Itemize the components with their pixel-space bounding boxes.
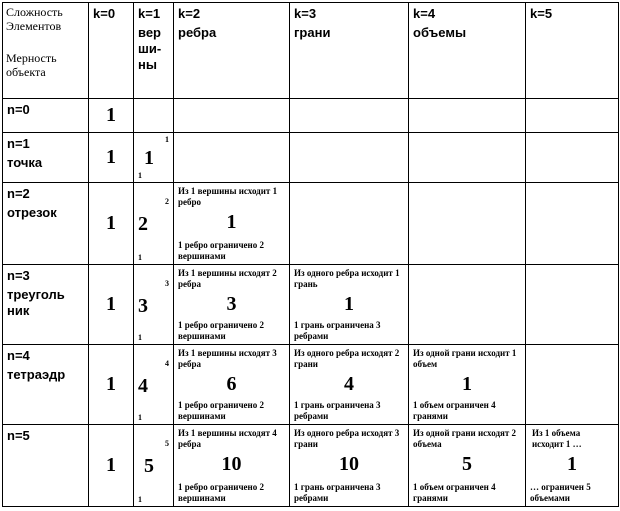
k5-bot-n5: … ограничен 5 объемами bbox=[530, 482, 591, 503]
dimension-complexity-table bbox=[2, 2, 619, 507]
col-name-k1: вер ши-ны bbox=[138, 25, 162, 72]
row-name-n2: отрезок bbox=[7, 205, 57, 220]
value-n4-k2: 6 bbox=[226, 373, 237, 395]
value-n4-k4: 1 bbox=[462, 373, 472, 395]
k2-bot-n5: 1 ребро ограничено 2 вершинами bbox=[178, 482, 264, 503]
k1-bot-n5: 1 bbox=[138, 495, 142, 504]
row-label-n4: n=4 bbox=[7, 348, 30, 363]
k4-top-n4: Из одной грани исходит 1 объем bbox=[413, 348, 517, 369]
table-row bbox=[3, 345, 619, 425]
value-n3-k1: 3 bbox=[138, 295, 148, 317]
value-n3-k2: 3 bbox=[226, 293, 237, 315]
k2-top-n3: Из 1 вершины исходят 2 ребра bbox=[178, 268, 277, 289]
value-n4-k1: 4 bbox=[138, 375, 148, 397]
row-label-n3: n=3 bbox=[7, 268, 30, 283]
k1-top-n1: 1 bbox=[165, 135, 169, 144]
row-label-n2: n=2 bbox=[7, 186, 30, 201]
k3-bot-n4: 1 грань ограничена 3 ребрами bbox=[294, 400, 381, 421]
value-n3-k3: 1 bbox=[344, 293, 354, 315]
row-label-n0: n=0 bbox=[7, 102, 30, 117]
value-n1-k0: 1 bbox=[106, 146, 116, 168]
table-row bbox=[3, 425, 619, 507]
k3-bot-n5: 1 грань ограничена 3 ребрами bbox=[294, 482, 381, 503]
value-n3-k0: 1 bbox=[106, 293, 116, 315]
value-n5-k0: 1 bbox=[106, 454, 116, 476]
row-label-n5: n=5 bbox=[7, 428, 30, 443]
k1-bot-n2: 1 bbox=[138, 253, 142, 262]
value-n5-k3: 10 bbox=[339, 453, 359, 475]
k1-bot-n4: 1 bbox=[138, 413, 142, 422]
corner-cell bbox=[3, 3, 89, 99]
table-row bbox=[3, 133, 619, 183]
k3-top-n4: Из одного ребра исходят 2 грани bbox=[294, 348, 400, 369]
col-header-k0: k=0 bbox=[89, 3, 134, 99]
table-row bbox=[3, 265, 619, 345]
col-header-k5: k=5 bbox=[526, 3, 619, 99]
value-n5-k2: 10 bbox=[221, 453, 242, 475]
value-n4-k3: 4 bbox=[344, 373, 354, 395]
col-name-k4: объемы bbox=[413, 25, 467, 40]
k1-top-n4: 4 bbox=[165, 359, 169, 368]
value-n2-k0: 1 bbox=[106, 212, 116, 234]
k1-top-n3: 3 bbox=[165, 279, 169, 288]
k3-bot-n3: 1 грань ограничена 3 ребрами bbox=[294, 320, 381, 341]
k4-top-n5: Из одной грани исходят 2 объема bbox=[413, 428, 517, 449]
header-row bbox=[3, 3, 619, 99]
k1-top-n5: 5 bbox=[165, 439, 169, 448]
col-header-k1: k=1 вер ши-ны bbox=[134, 3, 174, 99]
k3-top-n3: Из одного ребра исходит 1 грань bbox=[294, 268, 400, 289]
table-row bbox=[3, 99, 619, 133]
row-name-n1: точка bbox=[7, 155, 43, 170]
col-name-k3: грани bbox=[294, 25, 331, 40]
corner-label-bottom: Мерность объекта bbox=[6, 51, 57, 79]
k4-bot-n4: 1 объем ограничен 4 гранями bbox=[413, 400, 496, 421]
row-name-n4: тетраэдр bbox=[7, 367, 66, 382]
k2-top-n4: Из 1 вершины исходят 3 ребра bbox=[178, 348, 277, 369]
k1-bot-n3: 1 bbox=[138, 333, 142, 342]
value-n2-k2: 1 bbox=[226, 211, 237, 233]
value-n0-k0: 1 bbox=[106, 104, 116, 126]
row-label-n1: n=1 bbox=[7, 136, 30, 151]
value-n2-k1: 2 bbox=[138, 213, 148, 235]
k3-top-n5: Из одного ребра исходят 3 грани bbox=[294, 428, 400, 449]
col-header-k3: k=3 грани bbox=[290, 3, 409, 99]
value-n5-k4: 5 bbox=[462, 453, 472, 475]
table-row bbox=[3, 183, 619, 265]
value-n5-k5: 1 bbox=[567, 453, 577, 475]
k1-bot-n1: 1 bbox=[138, 171, 142, 180]
k2-bot-n3: 1 ребро ограничено 2 вершинами bbox=[178, 320, 264, 341]
k2-top-n5: Из 1 вершины исходят 4 ребра bbox=[178, 428, 277, 449]
value-n1-k1: 1 bbox=[144, 147, 154, 169]
k2-top-n2: Из 1 вершины исходит 1 ребро bbox=[178, 186, 278, 207]
corner-label-top: Сложность Элементов bbox=[6, 5, 63, 33]
col-header-k4: k=4 объемы bbox=[409, 3, 526, 99]
value-n5-k1: 5 bbox=[144, 455, 154, 477]
k1-top-n2: 2 bbox=[165, 197, 169, 206]
col-header-k2: k=2 ребра bbox=[174, 3, 290, 99]
value-n4-k0: 1 bbox=[106, 373, 116, 395]
k5-top-n5: Из 1 объема исходит 1 … bbox=[532, 428, 582, 449]
k2-bot-n4: 1 ребро ограничено 2 вершинами bbox=[178, 400, 264, 421]
row-name-n3: треуголь ник bbox=[7, 287, 65, 318]
k2-bot-n2: 1 ребро ограничено 2 вершинами bbox=[178, 240, 264, 261]
col-name-k2: ребра bbox=[178, 25, 217, 40]
k4-bot-n5: 1 объем ограничен 4 гранями bbox=[413, 482, 496, 503]
